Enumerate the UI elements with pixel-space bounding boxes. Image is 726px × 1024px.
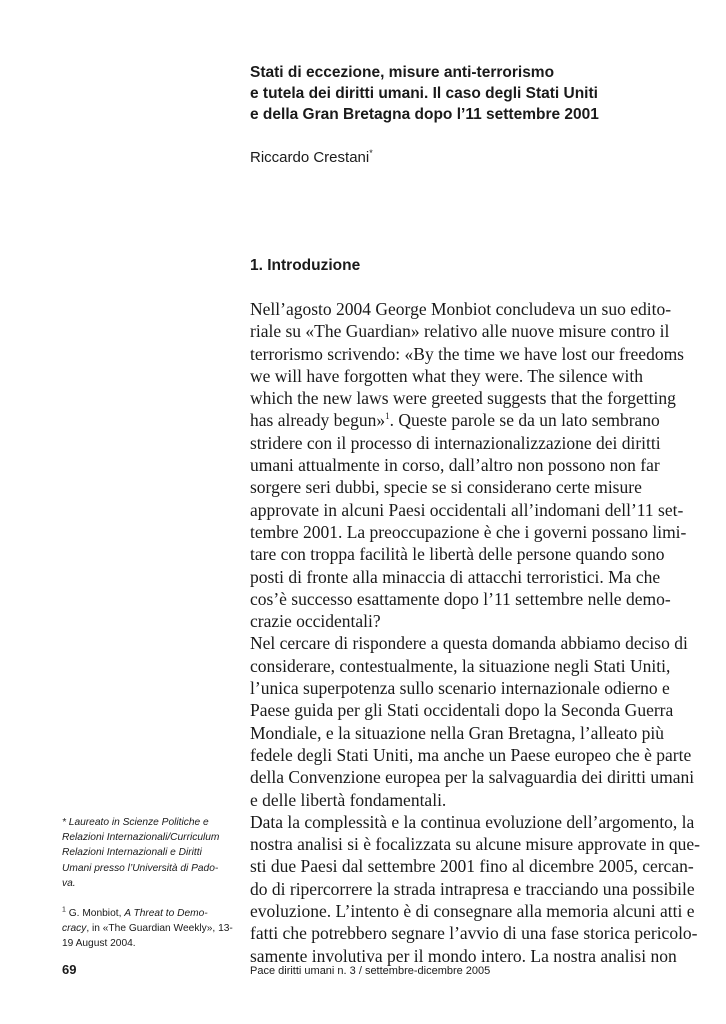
footnote-line xyxy=(62,921,238,936)
body-line-text: cos’è successo esattamente dopo l’11 settembre nelle demo- xyxy=(250,588,671,609)
body-line-text: della Convenzione europea per la salvaguardia dei diritti umani xyxy=(250,767,695,788)
footnote-title-italic: A Threat to Demo- xyxy=(124,908,208,919)
body-line xyxy=(250,855,694,877)
body-line xyxy=(250,409,680,431)
body-line xyxy=(250,387,680,409)
footnote-text: G. Monbiot, xyxy=(65,908,125,919)
body-line xyxy=(250,677,680,699)
author-name xyxy=(250,148,373,168)
author-footnote xyxy=(62,815,238,891)
body-line-text: has already begun» xyxy=(250,410,386,431)
body-line xyxy=(250,722,680,744)
body-line-text: crazie occidentali? xyxy=(250,611,381,632)
body-line xyxy=(250,343,684,365)
footnote-line: Relazioni Internazionali e Diritti xyxy=(62,847,202,859)
author-name-text: Riccardo Crestani xyxy=(250,149,370,166)
body-line xyxy=(250,833,700,855)
body-line-text: Paese guida per gli Stati occidentali dopo la Seconda Guerra xyxy=(250,700,674,721)
footnote-line: * Laureato in Scienze Politiche e xyxy=(62,817,209,828)
body-line xyxy=(250,365,680,387)
body-line-text: Mondiale, e la situazione nella Gran Bretagna, l’alleato più xyxy=(250,722,665,743)
body-line-text: umani attualmente in corso, dall’altro non possono non far xyxy=(250,455,660,476)
footnote-reference: 1 xyxy=(385,411,390,422)
section-heading: 1. Introduzione xyxy=(250,257,361,274)
body-line xyxy=(250,811,695,833)
author-footnote-mark: * xyxy=(369,148,373,158)
footnote-line: Relazioni Internazionali/Curriculum xyxy=(62,832,220,844)
footnote-title-italic: cracy xyxy=(62,923,87,935)
body-line xyxy=(250,900,695,922)
body-line xyxy=(250,521,687,543)
title-line: e tutela dei diritti umani. Il caso degli Stati Uniti xyxy=(250,85,598,102)
page-number: 69 xyxy=(62,962,77,977)
body-line-text: tembre 2001. La preoccupazione è che i governi possano limi- xyxy=(250,521,687,542)
body-line xyxy=(250,766,695,788)
body-line-text: tare con troppa facilità le libertà delle persone quando sono xyxy=(250,544,665,565)
body-line-text: l’unica superpotenza sullo scenario internazionale odierno e xyxy=(250,678,670,699)
body-line xyxy=(250,298,680,320)
footnote-line xyxy=(62,906,238,921)
body-line xyxy=(250,454,680,476)
body-line xyxy=(250,320,680,342)
body-line xyxy=(250,588,680,610)
body-line xyxy=(250,476,680,498)
body-line-text: we will have forgotten what they were. The silence with xyxy=(250,365,643,386)
body-line xyxy=(250,789,680,811)
footnote-line: 19 August 2004. xyxy=(62,938,136,950)
footnote-line: va. xyxy=(62,877,76,889)
body-line-text: sorgere seri dubbi, specie se si considerano certe misure xyxy=(250,477,642,498)
title-line: e della Gran Bretagna dopo l’11 settembre 2001 xyxy=(250,106,599,123)
body-line-text: which the new laws were greeted suggests that the forgetting xyxy=(250,388,676,409)
body-line xyxy=(250,655,680,677)
title-line: Stati di eccezione, misure anti-terrorismo xyxy=(250,64,555,81)
body-line-text: samente involutiva per il mondo intero. La nostra analisi non xyxy=(250,945,677,966)
body-line xyxy=(250,744,692,766)
body-line-text: Nel cercare di rispondere a questa domanda abbiamo deciso di xyxy=(250,633,688,654)
body-line-text: terrorismo scrivendo: «By the time we have lost our freedoms xyxy=(250,343,684,364)
body-line-text: Nell’agosto 2004 George Monbiot concludeva un suo edito- xyxy=(250,299,672,319)
body-line-text: fedele degli Stati Uniti, ma anche un Paese europeo che è parte xyxy=(250,744,692,765)
footnote-line: Umani presso l’Università di Pado- xyxy=(62,862,219,874)
body-line-text: evoluzione. L’intento è di consegnare alla memoria alcuni atti e xyxy=(250,901,695,922)
body-line-text: considerare, contestualmente, la situazione negli Stati Uniti, xyxy=(250,655,671,676)
body-line xyxy=(250,922,698,944)
body-line-text: sti due Paesi dal settembre 2001 fino al dicembre 2005, cercan- xyxy=(250,856,694,877)
body-line xyxy=(250,543,680,565)
body-line xyxy=(250,566,680,588)
body-line-text: . Queste parole se da un lato sembrano xyxy=(389,410,660,431)
body-line xyxy=(250,499,684,521)
journal-footer: Pace diritti umani n. 3 / settembre-dicembre 2005 xyxy=(250,965,491,977)
body-text xyxy=(250,298,700,967)
body-line xyxy=(250,632,688,654)
footnote-text: , in «The Guardian Weekly», 13- xyxy=(86,923,233,935)
body-line-text: riale su «The Guardian» relativo alle nuove misure contro il xyxy=(250,321,670,342)
body-line-text: do di ripercorrere la strada intrapresa e tracciando una possibile xyxy=(250,878,695,899)
body-line-text: approvate in alcuni Paesi occidentali all’indomani dell’11 set- xyxy=(250,499,684,520)
article-title xyxy=(250,62,690,125)
body-line-text: e delle libertà fondamentali. xyxy=(250,789,447,810)
footnote-1 xyxy=(62,906,238,952)
body-line-text: nostra analisi si è focalizzata su alcune misure approvate in que- xyxy=(250,834,700,855)
body-line-text: posti di fronte alla minaccia di attacchi terroristici. Ma che xyxy=(250,566,661,587)
footnote-number: 1 xyxy=(62,906,66,914)
body-line xyxy=(250,699,680,721)
body-line-text: stridere con il processo di internazionalizzazione dei diritti xyxy=(250,432,661,453)
body-line-text: Data la complessità e la continua evoluzione dell’argomento, la xyxy=(250,811,695,832)
body-line xyxy=(250,610,680,632)
body-line-text: fatti che potrebbero segnare l’avvio di una fase storica pericolo- xyxy=(250,923,698,944)
body-line xyxy=(250,432,680,454)
body-line xyxy=(250,878,695,900)
